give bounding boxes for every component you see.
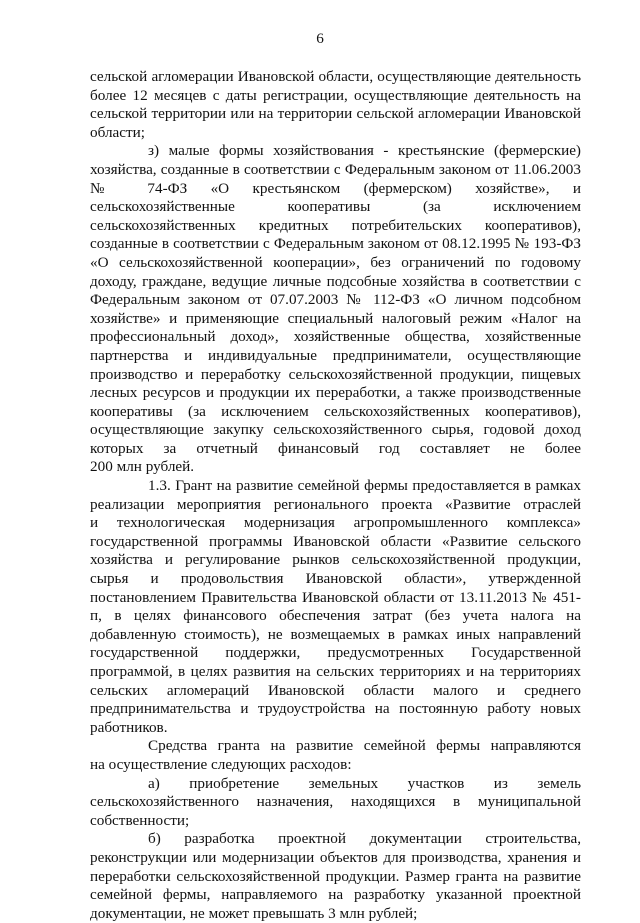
text-line: Средства гранта на развитие семейной фермы направляются [148, 737, 581, 755]
text-line: добавленную стоимость), не возмещаемых в рамках иных направлений [90, 625, 581, 643]
text-line: Федеральным законом от 07.07.2003 № 112-ФЗ «О личном подсобном [90, 291, 581, 309]
text-line: «О сельскохозяйственной кооперации», без ограничений по годовому [90, 253, 581, 271]
text-line: 1.3. Грант на развитие семейной фермы предоставляется в рамках [148, 477, 581, 495]
text-line: сырья и продовольствия Ивановской области», утвержденной [90, 570, 581, 588]
text-line: области; [90, 123, 145, 141]
text-line: лесных ресурсов и продукции их переработки, а также производственные [90, 384, 581, 402]
text-line: хозяйстве» и применяющие специальный налоговый режим «Налог на [90, 309, 581, 327]
text-line: 200 млн рублей. [90, 458, 195, 476]
document-body [90, 68, 581, 923]
text-line: сельской территории или на территории сельской агломерации Ивановской [90, 105, 581, 123]
text-line: созданные в соответствии с Федеральным законом от 08.12.1995 № 193-ФЗ [90, 235, 581, 253]
text-line: реализации мероприятия регионального проекта «Развитие отраслей [90, 495, 581, 513]
text-line: производство и переработку сельскохозяйственной продукции, пищевых [90, 365, 581, 383]
text-line: хозяйства, созданные в соответствии с Федеральным законом от 11.06.2003 [90, 160, 581, 178]
text-line: семейной фермы, направляемого на разработку указанной проектной [90, 886, 581, 904]
text-line: партнерства и индивидуальные предприниматели, осуществляющие [90, 346, 581, 364]
text-line: сельскохозяйственные кооперативы (за исключением [90, 198, 581, 216]
text-line: реконструкции или модернизации объектов для производства, хранения и [90, 848, 581, 866]
text-line: № 74-ФЗ «О крестьянском (фермерском) хозяйстве», и [90, 179, 581, 197]
text-line: программой, в целях развития на сельских территориях и на территориях [90, 663, 581, 680]
text-line: кооперативы (за исключением сельскохозяйственных кооперативов), [90, 402, 581, 420]
text-line: профессиональный доход», хозяйственные общества, хозяйственные [90, 328, 581, 346]
page-number: 6 [316, 30, 324, 47]
text-line: переработки сельскохозяйственной продукции. Размер гранта на развитие [90, 867, 581, 885]
text-line: предпринимательства и трудоустройства на постоянную работу новых [90, 700, 581, 718]
text-line: работников. [90, 718, 168, 736]
text-line: сельской агломерации Ивановской области, осуществляющие деятельность [90, 68, 581, 85]
text-line: сельских агломераций Ивановской области малого и среднего [90, 681, 581, 699]
text-line: государственной программы Ивановской области «Развитие сельского [90, 532, 581, 550]
text-line: постановлением Правительства Ивановской области от 13.11.2013 № 451- [90, 588, 581, 606]
text-line: на осуществление следующих расходов: [90, 755, 352, 773]
text-line: сельскохозяйственных кредитных потребительских кооперативов), [90, 216, 581, 234]
text-line: и технологическая модернизация агропромышленного комплекса» [90, 514, 581, 532]
text-line: собственности; [90, 811, 190, 829]
text-line: документации, не может превышать 3 млн рублей; [90, 904, 418, 922]
text-line: государственной поддержки, предусмотренных Государственной [90, 644, 581, 662]
text-line: доходу, граждане, ведущие личные подсобные хозяйства в соответствии с [90, 272, 581, 290]
text-line: осуществляющие закупку сельскохозяйственного сырья, годовой доход [90, 421, 581, 439]
text-line: которых за отчетный финансовый год составляет не более [90, 439, 581, 457]
text-line: а) приобретение земельных участков из земель [148, 774, 581, 792]
text-line: хозяйства и регулирование рынков сельскохозяйственной продукции, [90, 551, 581, 569]
text-line: сельскохозяйственного назначения, находящихся в муниципальной [90, 793, 581, 811]
text-line: з) малые формы хозяйствования - крестьянские (фермерские) [148, 142, 581, 160]
text-line: более 12 месяцев с даты регистрации, осуществляющие деятельность на [90, 86, 581, 104]
text-line: п, в целях финансового обеспечения затрат (без учета налога на [90, 607, 581, 625]
text-line: б) разработка проектной документации строительства, [148, 830, 581, 848]
